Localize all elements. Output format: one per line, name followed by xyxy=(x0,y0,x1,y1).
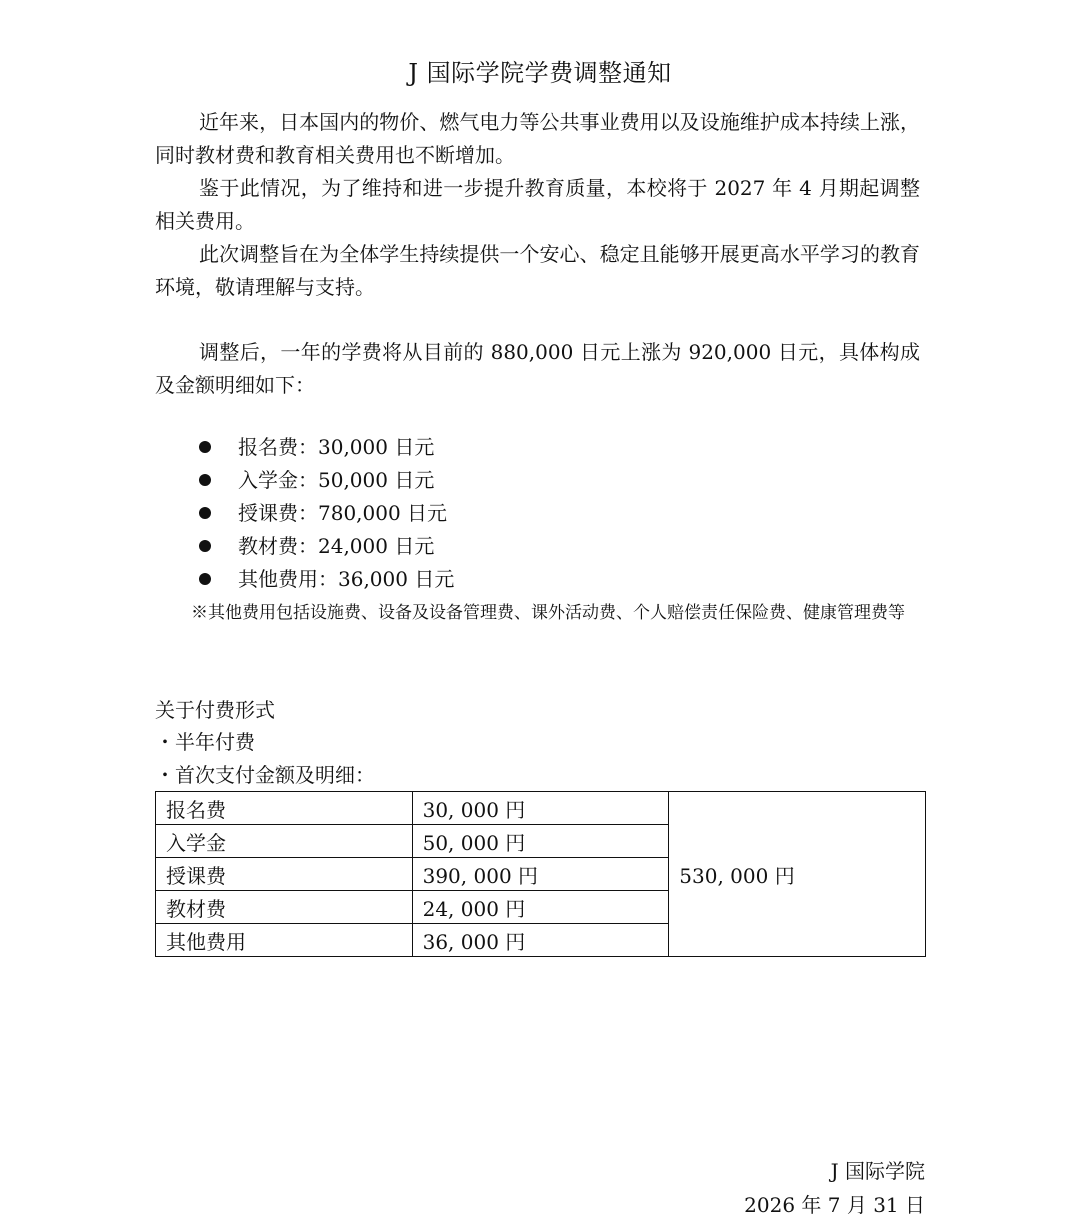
fee-item-tuition: 授课费：780,000 日元 xyxy=(238,501,448,525)
bullet-icon xyxy=(199,573,211,585)
bullet-icon xyxy=(199,507,211,519)
table-cell-item: 其他费用 xyxy=(156,924,413,957)
list-item xyxy=(195,497,454,530)
bullet-icon xyxy=(199,540,211,552)
paragraph-purpose: 此次调整旨在为全体学生持续提供一个安心、稳定且能够开展更高水平学习的教育环境，敬请理解与支持。 xyxy=(155,242,920,299)
fee-item-other: 其他费用：36,000 日元 xyxy=(238,567,455,591)
list-item xyxy=(195,431,454,464)
bullet-icon xyxy=(199,474,211,486)
table-cell-amount: 50, 000 円 xyxy=(412,825,669,858)
table-row xyxy=(156,792,926,825)
payment-heading: 关于付费形式 xyxy=(155,698,275,722)
table-cell-item: 教材费 xyxy=(156,891,413,924)
fee-breakdown-list xyxy=(195,431,454,596)
fee-item-registration: 报名费：30,000 日元 xyxy=(238,435,435,459)
payment-method-line: ・半年付费 xyxy=(155,730,255,754)
paragraph-background: 近年来，日本国内的物价、燃气电力等公共事业费用以及设施维护成本持续上涨，同时教材费和教育相关费用也不断增加。 xyxy=(155,110,920,167)
other-fees-note: ※其他费用包括设施费、设备及设备管理费、课外活动费、个人赔偿责任保险费、健康管理费等 xyxy=(191,603,905,623)
first-payment-table xyxy=(155,791,926,957)
table-cell-amount: 30, 000 円 xyxy=(412,792,669,825)
list-item xyxy=(195,563,454,596)
paragraph-new-tuition: 调整后，一年的学费将从目前的 880,000 日元上涨为 920,000 日元，具体构成及金额明细如下： xyxy=(155,340,920,397)
table-cell-item: 报名费 xyxy=(156,792,413,825)
table-cell-amount: 36, 000 円 xyxy=(412,924,669,957)
paragraph-adjustment-date: 鉴于此情况，为了维持和进一步提升教育质量，本校将于 2027 年 4 月期起调整相关费用。 xyxy=(155,176,920,233)
list-item xyxy=(195,464,454,497)
table-cell-amount: 24, 000 円 xyxy=(412,891,669,924)
table-cell-item: 入学金 xyxy=(156,825,413,858)
table-cell-item: 授课费 xyxy=(156,858,413,891)
document-title: J 国际学院学费调整通知 xyxy=(408,59,672,87)
bullet-icon xyxy=(199,441,211,453)
signature-date: 2026 年 7 月 31 日 xyxy=(744,1193,925,1217)
table-cell-amount: 390, 000 円 xyxy=(412,858,669,891)
fee-item-enrollment: 入学金：50,000 日元 xyxy=(238,468,435,492)
first-payment-line: ・首次支付金额及明细： xyxy=(155,763,375,787)
list-item xyxy=(195,530,454,563)
table-cell-total: 530, 000 円 xyxy=(669,792,926,957)
signature-org: J 国际学院 xyxy=(830,1159,925,1183)
fee-item-materials: 教材费：24,000 日元 xyxy=(238,534,435,558)
